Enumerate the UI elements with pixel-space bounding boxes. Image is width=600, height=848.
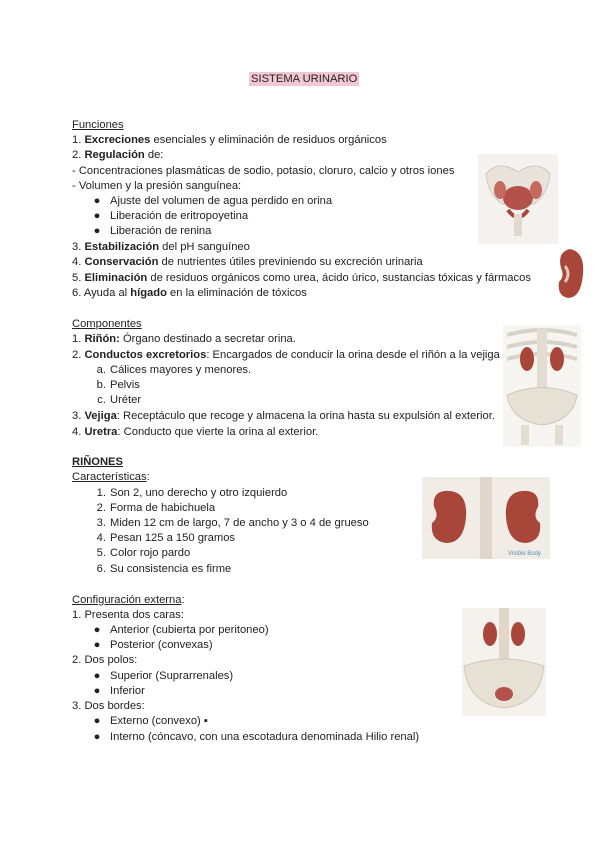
list-item: Interno (cóncavo, con una escotadura denominada Hilio renal) <box>110 731 420 743</box>
subheading-configuracion: Configuración externa: <box>72 594 185 606</box>
bullet-icon: ● <box>93 685 101 697</box>
list-marker: 2. <box>96 502 106 514</box>
funcion-1: 1. Excreciones esenciales y eliminación de residuos orgánicos <box>72 134 387 146</box>
bullet-icon: ● <box>93 225 101 237</box>
page-title: SISTEMA URINARIO <box>251 73 358 85</box>
list-marker: b. <box>96 379 106 391</box>
bullet-icon: ● <box>93 731 101 743</box>
list-item: Forma de habichuela <box>110 502 216 514</box>
list-marker: 4. <box>96 532 106 544</box>
funcion-2-concentraciones: - Concentraciones plasmáticas de sodio, potasio, cloruro, calcio y otros iones <box>72 165 455 177</box>
kidney-illustration <box>553 246 587 302</box>
list-marker: 1. <box>96 487 106 499</box>
list-item: Miden 12 cm de largo, 7 de ancho y 3 o 4 de grueso <box>110 517 369 529</box>
list-marker: 3. <box>96 517 106 529</box>
list-item: Uréter <box>110 394 142 406</box>
bullet-icon: ● <box>93 195 101 207</box>
funcion-2: 2. Regulación de: <box>72 149 164 161</box>
list-item: Liberación de eritropoyetina <box>110 210 249 222</box>
list-item: Superior (Suprarrenales) <box>110 670 234 682</box>
list-item: Externo (convexo) ▪ <box>110 715 208 727</box>
config-polos: 2. Dos polos: <box>72 654 138 666</box>
list-item: Su consistencia es firme <box>110 563 232 575</box>
image-caption: Visible Body <box>508 551 541 557</box>
list-item: Pelvis <box>110 379 140 391</box>
skeleton-kidneys-illustration <box>503 325 581 447</box>
list-marker: 6. <box>96 563 106 575</box>
list-item: Liberación de renina <box>110 225 212 237</box>
kidneys-pelvis-illustration <box>462 608 546 716</box>
section-heading-rinones: RIÑONES <box>72 456 123 468</box>
bullet-icon: ● <box>93 624 101 636</box>
urinary-system-illustration <box>478 154 558 244</box>
bullet-icon: ● <box>93 715 101 727</box>
funcion-3: 3. Estabilización del pH sanguíneo <box>72 241 250 253</box>
funcion-2-volumen: - Volumen y la presión sanguínea: <box>72 180 242 192</box>
config-bordes: 3. Dos bordes: <box>72 700 145 712</box>
config-caras: 1. Presenta dos caras: <box>72 609 184 621</box>
list-item: Cálices mayores y menores. <box>110 364 252 376</box>
funcion-6: 6. Ayuda al hígado en la eliminación de tóxicos <box>72 287 307 299</box>
section-heading-componentes: Componentes <box>72 318 142 330</box>
bullet-icon: ● <box>93 210 101 222</box>
bullet-icon: ● <box>93 639 101 651</box>
list-item: Son 2, uno derecho y otro izquierdo <box>110 487 288 499</box>
kidney-pair-illustration <box>422 477 550 559</box>
list-marker: c. <box>97 394 106 406</box>
section-heading-funciones: Funciones <box>72 119 124 131</box>
componente-1: 1. Riñón: Órgano destinado a secretar orina. <box>72 333 296 345</box>
list-item: Ajuste del volumen de agua perdido en orina <box>110 195 333 207</box>
list-marker: a. <box>96 364 106 376</box>
componente-2: 2. Conductos excretorios: Encargados de conducir la orina desde el riñón a la vejiga <box>72 349 500 361</box>
list-item: Pesan 125 a 150 gramos <box>110 532 236 544</box>
list-item: Color rojo pardo <box>110 547 191 559</box>
bullet-icon: ● <box>93 670 101 682</box>
list-item: Inferior <box>110 685 145 697</box>
list-item: Anterior (cubierta por peritoneo) <box>110 624 269 636</box>
funcion-4: 4. Conservación de nutrientes útiles previniendo su excreción urinaria <box>72 256 423 268</box>
componente-3: 3. Vejiga: Receptáculo que recoge y almacena la orina hasta su expulsión al exterior. <box>72 410 495 422</box>
list-item: Posterior (convexas) <box>110 639 213 651</box>
funcion-5: 5. Eliminación de residuos orgánicos como urea, ácido úrico, sustancias tóxicas y fármacos <box>72 272 531 284</box>
list-marker: 5. <box>96 547 106 559</box>
componente-4: 4. Uretra: Conducto que vierte la orina al exterior. <box>72 426 319 438</box>
subheading-caracteristicas: Características: <box>72 471 150 483</box>
